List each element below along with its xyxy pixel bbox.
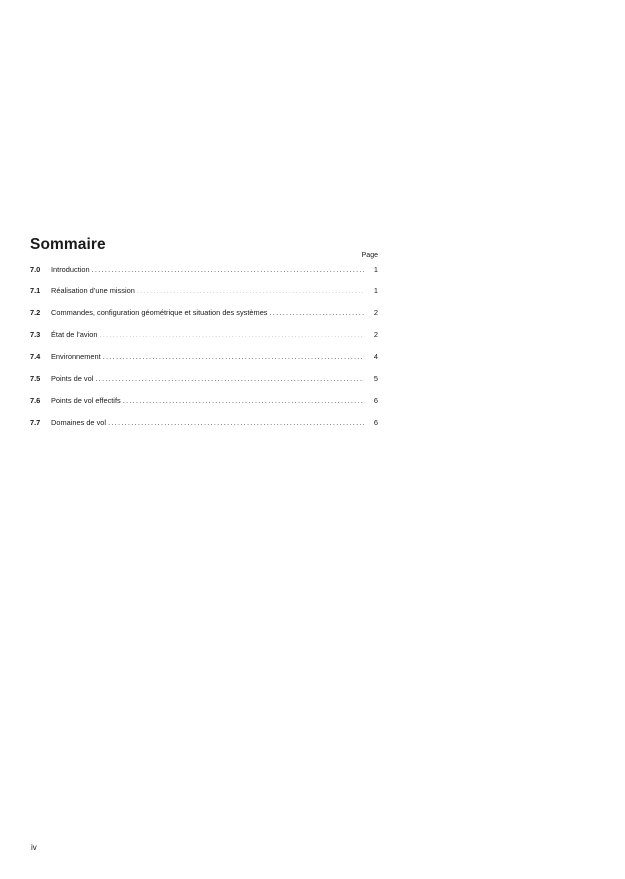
dot-leader bbox=[137, 285, 364, 297]
toc-entry-7-0[interactable] bbox=[30, 264, 378, 276]
toc-entry-page: 2 bbox=[373, 330, 378, 339]
toc-entry-number: 7.2 bbox=[30, 308, 41, 317]
toc-entry-page: 6 bbox=[373, 396, 378, 405]
toc-entry-number: 7.7 bbox=[30, 418, 41, 427]
dot-leader bbox=[108, 417, 364, 429]
toc-title: Sommaire bbox=[30, 236, 106, 253]
toc-entry-number: 7.1 bbox=[30, 286, 41, 295]
dot-leader bbox=[99, 329, 364, 341]
toc-entry-7-7[interactable] bbox=[30, 417, 378, 429]
toc-entry-7-6[interactable] bbox=[30, 395, 378, 407]
dot-leader bbox=[92, 264, 364, 276]
toc-entry-page: 1 bbox=[373, 265, 378, 274]
toc-entry-number: 7.0 bbox=[30, 265, 41, 274]
toc-entry-title: Domaines de vol bbox=[51, 418, 107, 427]
toc-entry-number: 7.3 bbox=[30, 330, 41, 339]
toc-entry-number: 7.5 bbox=[30, 374, 41, 383]
toc-entry-title: Environnement bbox=[51, 352, 101, 361]
toc-entry-title: État de l’avion bbox=[51, 330, 98, 339]
toc-entry-7-4[interactable] bbox=[30, 351, 378, 363]
dot-leader bbox=[95, 373, 364, 385]
dot-leader bbox=[103, 351, 364, 363]
toc-entry-page: 2 bbox=[373, 308, 378, 317]
toc-entry-7-3[interactable] bbox=[30, 329, 378, 341]
toc-entry-title: Introduction bbox=[51, 265, 90, 274]
table-of-contents bbox=[30, 236, 378, 427]
toc-entry-title: Réalisation d’une mission bbox=[51, 286, 135, 295]
page-folio: iv bbox=[31, 843, 37, 852]
dot-leader bbox=[123, 395, 364, 407]
toc-entry-7-5[interactable] bbox=[30, 373, 378, 385]
dot-leader bbox=[270, 307, 365, 319]
toc-entry-7-1[interactable] bbox=[30, 285, 378, 297]
toc-entry-page: 6 bbox=[373, 418, 378, 427]
toc-entry-title: Points de vol bbox=[51, 374, 94, 383]
toc-entry-page: 1 bbox=[373, 286, 378, 295]
toc-entry-7-2[interactable] bbox=[30, 307, 378, 319]
page-column-header: Page bbox=[361, 252, 378, 259]
toc-entry-page: 4 bbox=[373, 352, 378, 361]
toc-entry-number: 7.6 bbox=[30, 396, 41, 405]
toc-entry-number: 7.4 bbox=[30, 352, 41, 361]
toc-entry-page: 5 bbox=[373, 374, 378, 383]
toc-entry-title: Points de vol effectifs bbox=[51, 396, 121, 405]
toc-entry-title: Commandes, configuration géométrique et situation des systèmes bbox=[51, 308, 268, 317]
